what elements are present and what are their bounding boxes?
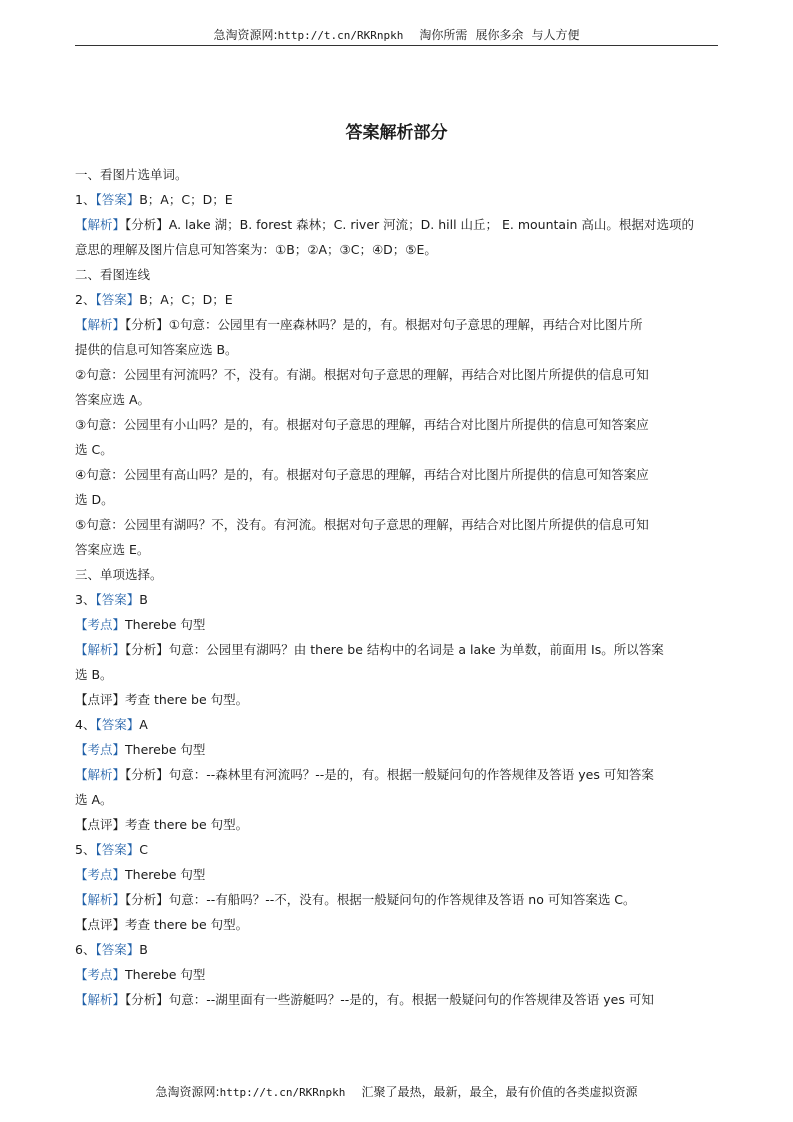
line-text: ②句意：公园里有河流吗？不，没有。有湖。根据对句子意思的理解，再结合对比图片所提供的信息可知 [75, 367, 649, 382]
text-line [75, 187, 720, 212]
section-tag: 【解析】 [75, 892, 126, 907]
section-tag: 【解析】 [75, 217, 126, 232]
text-line [75, 262, 720, 287]
line-text: Therebe 句型 [125, 617, 206, 632]
text-line [75, 437, 720, 462]
section-tag: 【解析】 [75, 317, 126, 332]
text-line [75, 762, 720, 787]
line-text: Therebe 句型 [125, 967, 206, 982]
line-text: 【分析】①句意：公园里有一座森林吗？是的，有。根据对句子意思的理解，再结合对比图片所 [125, 317, 643, 332]
section-tag: 【答案】 [95, 942, 140, 957]
line-text: 选 C。 [75, 442, 113, 457]
text-line [75, 587, 720, 612]
text-line [75, 862, 720, 887]
line-text: 答案应选 E。 [75, 542, 150, 557]
line-text: 4、 [75, 717, 96, 732]
section-tag: 【答案】 [95, 717, 140, 732]
text-line [75, 537, 720, 562]
header-divider [75, 45, 718, 46]
line-text: 1、 [75, 192, 96, 207]
line-text: B；A；C；D；E [139, 292, 233, 307]
line-text: 2、 [75, 292, 96, 307]
line-text: 【点评】考查 there be 句型。 [75, 917, 249, 932]
text-line [75, 312, 720, 337]
section-tag: 【解析】 [75, 767, 126, 782]
page-title: 答案解析部分 [345, 123, 448, 143]
text-line [75, 887, 720, 912]
section-tag: 【答案】 [95, 292, 140, 307]
footer-url: http://t.cn/RKRnpkh [219, 1086, 346, 1099]
line-text: 选 A。 [75, 792, 113, 807]
line-text: 【分析】句意：公园里有湖吗？由 there be 结构中的名词是 a lake 为单数，前面用 Is。所以答案 [125, 642, 664, 657]
page-footer [75, 1083, 718, 1102]
line-text: Therebe 句型 [125, 742, 206, 757]
line-text: 6、 [75, 942, 96, 957]
line-text: 一、看图片选单词。 [75, 167, 188, 182]
page-header [75, 26, 718, 44]
line-text: B；A；C；D；E [139, 192, 233, 207]
line-text: 【分析】句意：--湖里面有一些游艇吗？--是的，有。根据一般疑问句的作答规律及答语 yes 可知 [125, 992, 654, 1007]
text-line [75, 687, 720, 712]
text-line [75, 612, 720, 637]
text-line [75, 737, 720, 762]
text-line [75, 362, 720, 387]
line-text: 选 D。 [75, 492, 114, 507]
text-line [75, 462, 720, 487]
line-text: 【点评】考查 there be 句型。 [75, 692, 249, 707]
section-tag: 【解析】 [75, 992, 126, 1007]
answer-content [75, 162, 720, 1012]
text-line [75, 287, 720, 312]
line-text: 5、 [75, 842, 96, 857]
section-tag: 【考点】 [75, 742, 126, 757]
text-line [75, 237, 720, 262]
header-url: http://t.cn/RKRnpkh [277, 29, 404, 42]
line-text: 【点评】考查 there be 句型。 [75, 817, 249, 832]
line-text: 3、 [75, 592, 96, 607]
header-site-name: 急淘资源网: [213, 28, 278, 42]
text-line [75, 987, 720, 1012]
text-line [75, 512, 720, 537]
line-text: 三、单项选择。 [75, 567, 163, 582]
text-line [75, 937, 720, 962]
line-text: Therebe 句型 [125, 867, 206, 882]
section-tag: 【解析】 [75, 642, 126, 657]
line-text: 二、看图连线 [75, 267, 151, 282]
text-line [75, 662, 720, 687]
line-text: ④句意：公园里有高山吗？是的，有。根据对句子意思的理解，再结合对比图片所提供的信息可知答案应 [75, 467, 649, 482]
text-line [75, 487, 720, 512]
text-line [75, 337, 720, 362]
line-text: B [139, 592, 148, 607]
text-line [75, 962, 720, 987]
line-text: A [139, 717, 148, 732]
line-text: 选 B。 [75, 667, 113, 682]
text-line [75, 637, 720, 662]
text-line [75, 562, 720, 587]
text-line [75, 162, 720, 187]
line-text: 意思的理解及图片信息可知答案为：①B；②A；③C；④D；⑤E。 [75, 242, 437, 257]
text-line [75, 912, 720, 937]
text-line [75, 212, 720, 237]
footer-site-name: 急淘资源网: [155, 1085, 220, 1099]
section-tag: 【答案】 [95, 592, 140, 607]
section-tag: 【考点】 [75, 617, 126, 632]
header-slogan-3: 与人方便 [531, 28, 580, 42]
footer-text: 汇聚了最热，最新，最全，最有价值的各类虚拟资源 [361, 1085, 638, 1099]
line-text: 【分析】A. lake 湖；B. forest 森林；C. river 河流；D. hill 山丘； E. mountain 高山。根据对选项的 [125, 217, 694, 232]
text-line [75, 787, 720, 812]
section-tag: 【答案】 [95, 842, 140, 857]
section-tag: 【答案】 [95, 192, 140, 207]
text-line [75, 387, 720, 412]
text-line [75, 412, 720, 437]
text-line [75, 837, 720, 862]
line-text: B [139, 942, 148, 957]
text-line [75, 712, 720, 737]
text-line [75, 812, 720, 837]
line-text: 提供的信息可知答案应选 B。 [75, 342, 238, 357]
line-text: 【分析】句意：--有船吗？--不，没有。根据一般疑问句的作答规律及答语 no 可知答案选 C。 [125, 892, 636, 907]
header-slogan-2: 展你多余 [475, 28, 524, 42]
line-text: ⑤句意：公园里有湖吗？不，没有。有河流。根据对句子意思的理解，再结合对比图片所提供的信息可知 [75, 517, 649, 532]
section-tag: 【考点】 [75, 967, 126, 982]
line-text: 【分析】句意：--森林里有河流吗？--是的，有。根据一般疑问句的作答规律及答语 yes 可知答案 [125, 767, 654, 782]
header-slogan-1: 淘你所需 [419, 28, 468, 42]
line-text: C [139, 842, 148, 857]
section-tag: 【考点】 [75, 867, 126, 882]
line-text: ③句意：公园里有小山吗？是的，有。根据对句子意思的理解，再结合对比图片所提供的信息可知答案应 [75, 417, 649, 432]
line-text: 答案应选 A。 [75, 392, 151, 407]
